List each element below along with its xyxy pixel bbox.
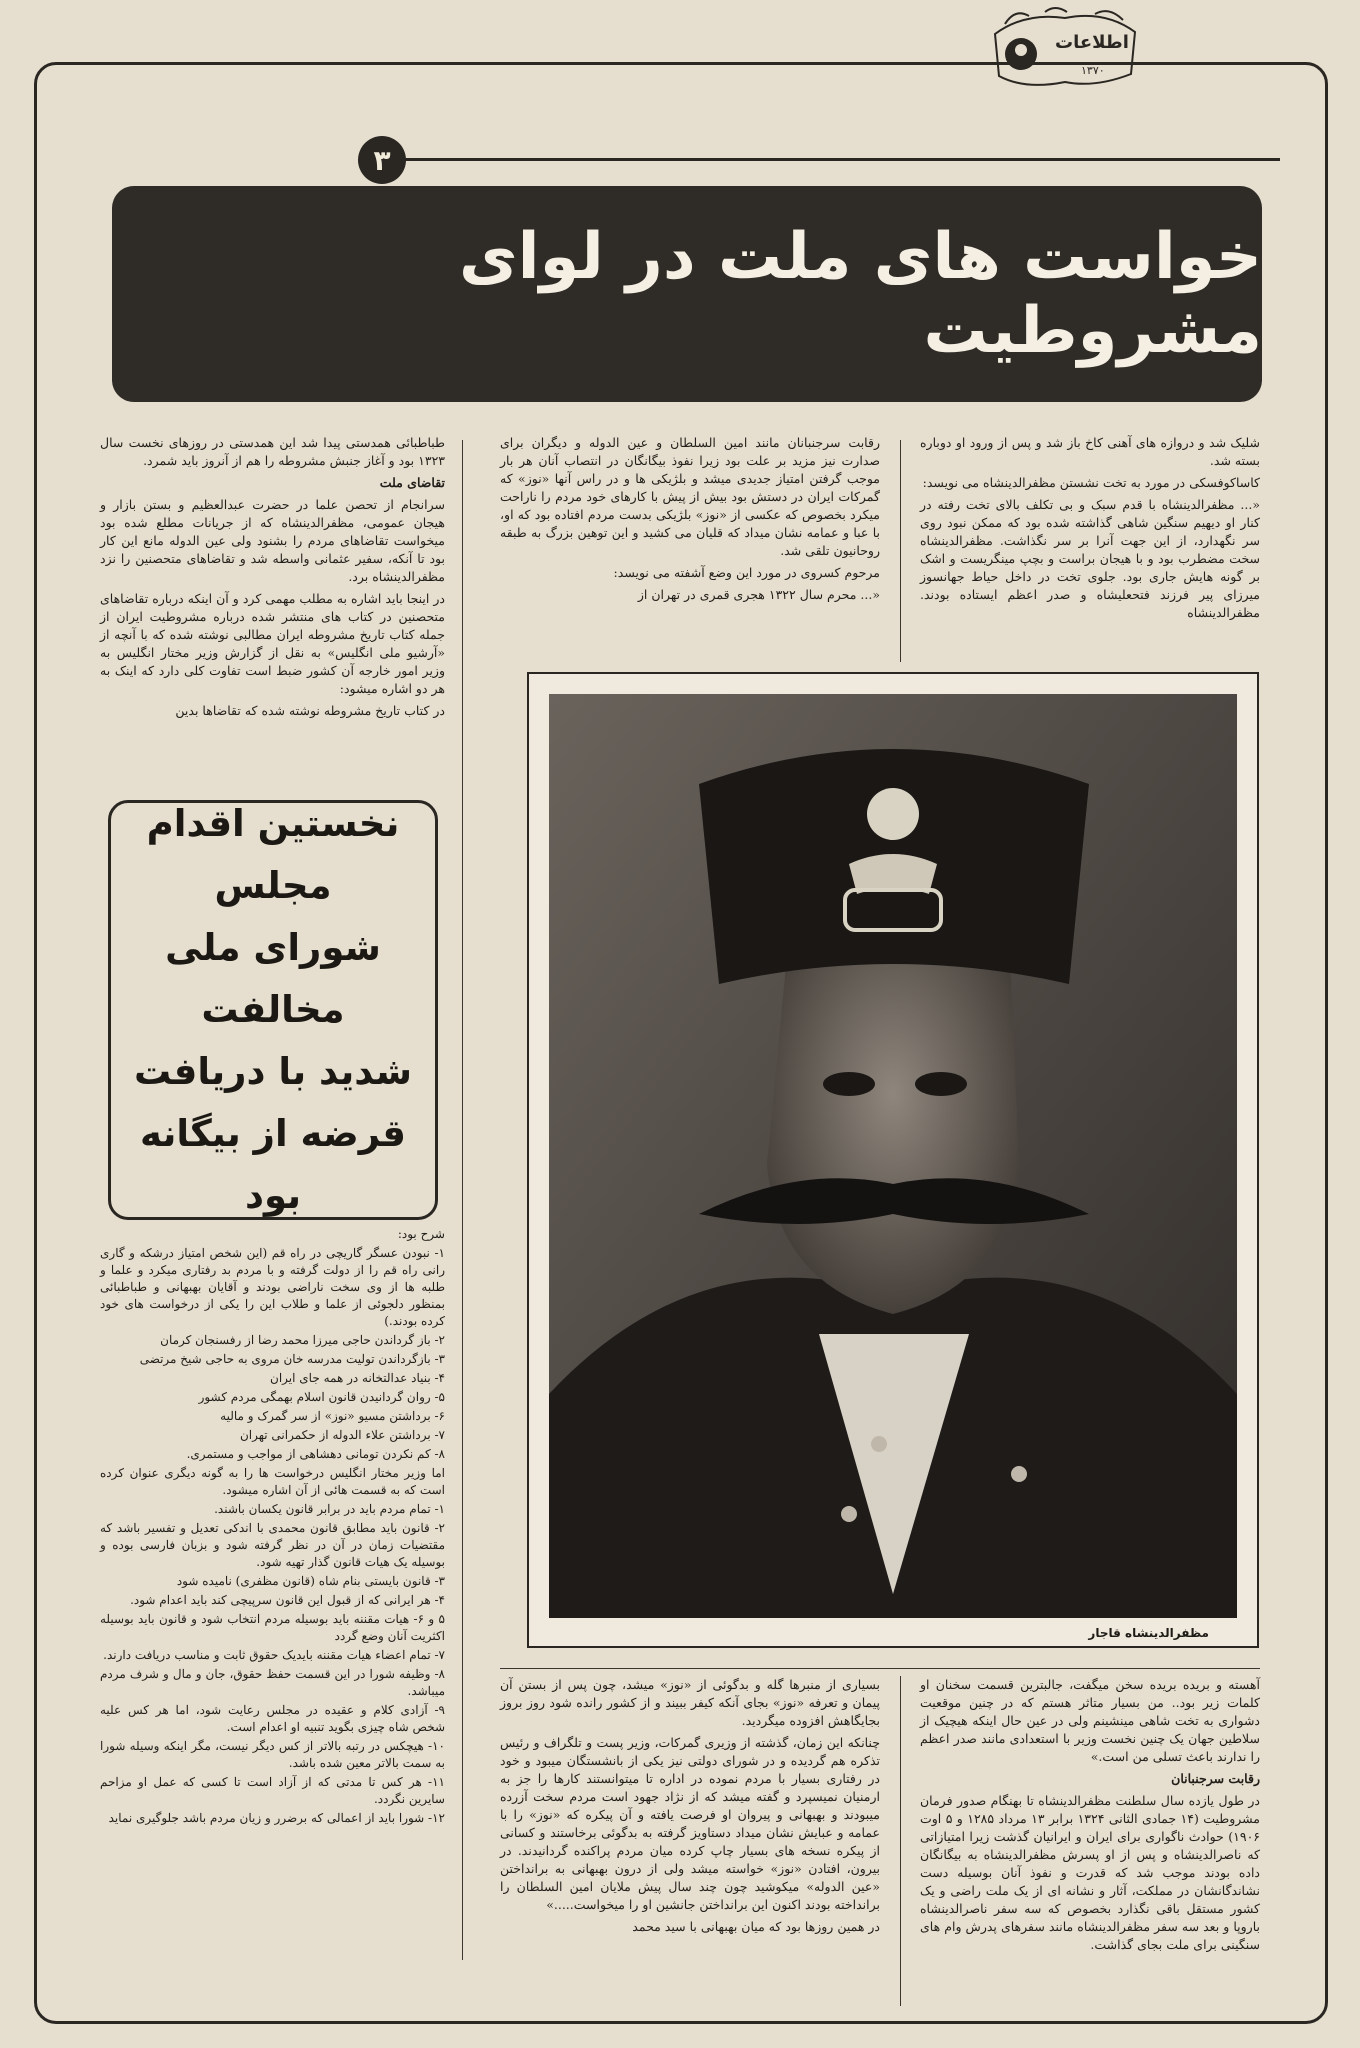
section-divider <box>500 1668 1260 1669</box>
list-item: ۹- آزادی کلام و عقیده در مجلس رعایت شود، اما هر کس علیه شخص شاه چیزی بگوید تنبیه او اعدام است. <box>100 1703 445 1734</box>
page-number: ۳ <box>358 136 406 184</box>
list-item: ۳- قانون بایستی بنام شاه (قانون مظفری) نامیده شود <box>176 1574 445 1588</box>
paragraph: شلیک شد و دروازه های آهنی کاخ باز شد و پس از ورود او دوباره بسته شد. <box>920 435 1260 468</box>
article-column-top-left <box>100 434 445 724</box>
list-item: ۱۲- شورا باید از اعمالی که برضرر و زیان مردم باشد جلوگیری نماید <box>108 1811 445 1825</box>
list-item: ۶- برداشتن مسیو «نوز» از سر گمرک و مالیه <box>220 1409 445 1423</box>
paragraph: آهسته و بریده بریده سخن میگفت، جالبترین قسمت سخنان او کلمات زیر بود.. من بسیار متاثر هستم که در چنین موقعیت دشواری به تخت شاهی مینشینم ولی در عین حال اینکه هیچیک از سلاطین جهان یک چنین نخست وزیر با استعدادی مانند صدر اعظم را ندارند باعث تسلی من است.» <box>920 1677 1260 1764</box>
list-item: اما وزیر مختار انگلیس درخواست ها را به گونه دیگری عنوان کرده است که به قسمت هائی از آن اشاره میشود. <box>100 1466 445 1497</box>
list-item: ۷- برداشتن علاء الدوله از حکمرانی تهران <box>239 1428 445 1442</box>
column-divider <box>462 440 463 1960</box>
paragraph: در طول یازده سال سلطنت مظفرالدینشاه تا بهنگام صدور فرمان مشروطیت (۱۴ جمادی الثانی ۱۳۲۴ برابر ۱۳ مرداد ۱۲۸۵ و ۵ اوت ۱۹۰۶) حوادث ناگواری برای ایران و ایرانیان گذشت زیرا امتیازاتی که ناصرالدینشاه و پس از او پسرش مظفرالدینشاه به بیگانگان داده بودند موجب شد که قدرت و نفوذ آنان بوسیله دست نشاندگانشان در مملکت، آثار و نشانه ای از یک ملت راضی و یک کشور مستقل باقی نگذارد بخصوص که سه سفر ناصرالدینشاه باروپا و بعد سه سفر مظفرالدینشاه مانند سفرهای پدرش وام های سنگینی برای ملت بجای گذاشت. <box>920 1793 1261 1952</box>
article-column-bottom-middle <box>500 1676 880 1940</box>
pullquote-line: نخستین اقدام مجلس <box>146 802 400 907</box>
list-item: ۱- نبودن عسگر گاریچی در راه قم (این شخص امتیاز درشکه و گاری رانی راه قم را از دولت گرفته و با مردم بد رفتاری میکرد و علما و طلبه ها از وی سخت ناراضی بودند و آقایان بهبهانی و طباطبائی بمنظور دلجوئی از علما و طلاب این را یکی از درخواست های خود کرده بودند.) <box>100 1246 445 1328</box>
list-item: ۲- قانون باید مطابق قانون محمدی با اندکی تعدیل و تفسیر باشد که مقتضیات زمان در آن در نظر گرفته شود و بزبان فارسی بوده و بوسیله یک هیات قانون گذار تهیه شود. <box>100 1521 445 1569</box>
list-item: ۱۰- هیچکس در رتبه بالاتر از کس دیگر نیست، مگر اینکه وسیله شورا به سمت بالاتر معین شده باشد. <box>100 1739 445 1770</box>
column-divider <box>900 1676 901 2006</box>
list-item: ۵- روان گردانیدن قانون اسلام بهمگی مردم کشور <box>198 1390 445 1404</box>
headline-banner <box>112 186 1262 402</box>
paragraph: «... محرم سال ۱۳۲۲ هجری قمری در تهران از <box>637 587 880 602</box>
paragraph: «... مظفرالدینشاه با قدم سبک و بی تکلف بالای تخت رفته در کنار او دیهیم سنگین شاهی گذاشته شده بود که ممکن نبود روی سر نگهدارد، از این جهت آنرا بر سر نگذاشت. مظفرالدینشاه سخت مضطرب بود و با هیجان براست و بچپ مینگریست و اشک بر گونه هایش جاری بود. جلوی تخت در داخل حیاط جهانسوز میرزای پیر فرزند فتحعلیشاه و صدر اعظم ایستاده بودند. مظفرالدینشاه <box>920 497 1260 620</box>
list-item: ۴- بنیاد عدالتخانه در همه جای ایران <box>270 1371 445 1385</box>
list-item: ۳- بازگرداندن تولیت مدرسه خان مروی به حاجی شیخ مرتضی <box>139 1352 445 1366</box>
logo-date: ۱۳۷۰ <box>1081 64 1105 77</box>
paragraph: سرانجام از تحصن علما در حضرت عبدالعظیم و بستن بازار و هیجان عمومی، مظفرالدینشاه که از جریانات مطلع شده بود میخواست تقاضاهای مردم را بشنود ولی عین الدوله مانع این کار بود تا آنکه، سفیر عثمانی واسطه شد و تقاضاهای متحصنین را نزد مظفرالدینشاه برد. <box>100 497 445 584</box>
paragraph: رقابت سرجنبانان مانند امین السلطان و عین الدوله و دیگران برای صدارت نیز مزید بر علت بود زیرا نفوذ بیگانگان در انتصاب آنان هر بار موجب گرفتن امتیاز جدیدی میشد و بلژیکی ها و در راس آنها «نوز» که گمرکات ایران در دستش بود بیش از پیش با کارهای خود مردم را ناراحت میکرد بخصوص که عکسی از «نوز» بلژیکی بدست مردم افتاده بود که او، با عبا و عمامه نشان میداد که قلیان می کشید و این توهین بزرگ به طبقه روحانیون تلقی شد. <box>500 435 880 558</box>
pullquote-line: قرضه از بیگانه بود <box>140 1112 406 1217</box>
photo-caption: مظفرالدینشاه قاجار <box>1088 1626 1209 1640</box>
paragraph: چنانکه این زمان، گذشته از وزیری گمرکات، وزیر پست و تلگراف و رئیس تذکره هم گردیده و در شورای دولتی نیز یکی از بانشستگان میبود و خود در رفتاری بسیار با مردم نموده در اداره تا میتوانستند کارها را جز به ارمنیان نمیسپرد و گفته میشد که از نژاد جهود است مردم سخت آزرده میبودند و بهبهانی و پیروان او فرصت یافته و آن پیکره که «نوز» را با عمامه و عبایش نشان میداد دستاویز گرفته به بدگوئی برخاستند و کسانی از پیکره نسخه های بسیار چاپ کرده میان مردم پراکنده گردانیدند. در بیرون، افتادن «نوز» خواسته میشد ولی از درون بهبهانی به برانداختن «عین الدوله» میکوشید چون چند سال پیش ملایان امین السلطان را برانداخته بودند اکنون این برانداختن جانشین او را میخواست.....» <box>500 1735 880 1912</box>
article-column-top-middle <box>500 434 880 608</box>
list-item: ۴- هر ایرانی که از قبول این قانون سرپیچی کند باید اعدام شود. <box>130 1593 445 1607</box>
article-column-bottom-right <box>920 1676 1260 1958</box>
paragraph: در همین روزها بود که میان بهبهانی با سید محمد <box>632 1919 880 1934</box>
page-number-rule <box>400 158 1280 161</box>
paragraph: طباطبائی همدستی پیدا شد این همدستی در روزهای نخست سال ۱۳۲۳ بود و آغاز جنبش مشروطه را هم از آنروز باید شمرد. <box>100 435 445 468</box>
list-item: ۲- باز گرداندن حاجی میرزا محمد رضا از رفسنجان کرمان <box>160 1333 445 1347</box>
headline: خواست های ملت در لوای مشروطیت <box>459 220 1262 368</box>
paragraph: در کتاب تاریخ مشروطه نوشته شده که تقاضاها بدین <box>175 703 445 718</box>
list-item: ۵ و ۶- هیات مقننه باید بوسیله مردم انتخاب شود و قانون باید بوسیله اکثریت آنان وضع گردد <box>100 1612 445 1643</box>
section-subhead: رقابت سرجنبانان <box>1171 1771 1260 1786</box>
portrait-photo-frame <box>527 672 1259 1648</box>
paragraph: در اینجا باید اشاره به مطلب مهمی کرد و آن اینکه درباره تقاضاهای متحصنین در کتاب های منتشر شده درباره مشروطیت ایران از جمله کتاب تاریخ مشروطه ایران مطالبی نوشته شده که با آنچه از «آرشیو ملی انگلیس» به نقل از گزارش وزیر مختار انگلیس به وزیر امور خارجه آن کشور ضبط است تفاوت کلی دارد که اینک به هر دو اشاره میشود: <box>100 591 445 696</box>
portrait-image <box>549 694 1237 1618</box>
list-item: ۷- تمام اعضاء هیات مقننه بایدیک حقوق ثابت و مناسب دریافت دارند. <box>103 1648 445 1662</box>
logo-text: اطلاعات <box>1055 32 1129 53</box>
article-column-top-right <box>920 434 1260 626</box>
list-item: ۱۱- هر کس تا مدتی که از آزاد است تا کسی که عمل او مزاحم سایرین نگردد. <box>100 1775 445 1806</box>
column-divider <box>900 440 901 662</box>
pullquote-box <box>108 800 438 1220</box>
section-subhead: تقاضای ملت <box>379 475 445 490</box>
paragraph: بسیاری از منبرها گله و بدگوئی از «نوز» میشد، چون پس از بستن آن پیمان و تعرفه «نوز» بجای آنکه کیفر ببیند و از کشور رانده شود روز بروز بجایگاهش افزوده میگردید. <box>500 1677 880 1728</box>
paragraph: کاساکوفسکی در مورد به تخت نشستن مظفرالدینشاه می نویسد: <box>922 475 1260 490</box>
list-item: ۸- وظیفه شورا در این قسمت حفظ حقوق، جان و مال و شرف مردم میباشد. <box>100 1667 445 1698</box>
paragraph: مرحوم کسروی در مورد این وضع آشفته می نویسد: <box>613 565 880 580</box>
pullquote-line: شورای ملی مخالفت <box>165 926 381 1031</box>
list-item: ۱- تمام مردم باید در برابر قانون یکسان باشند. <box>214 1502 445 1516</box>
pullquote-line: شدید با دریافت <box>133 1050 413 1093</box>
pullquote-text <box>111 793 435 1227</box>
list-item: شرح بود: <box>397 1227 445 1241</box>
article-column-list <box>100 1226 445 1829</box>
portrait-photo <box>549 694 1237 1618</box>
list-item: ۸- کم نکردن تومانی دهشاهی از مواجب و مستمری. <box>186 1447 445 1461</box>
